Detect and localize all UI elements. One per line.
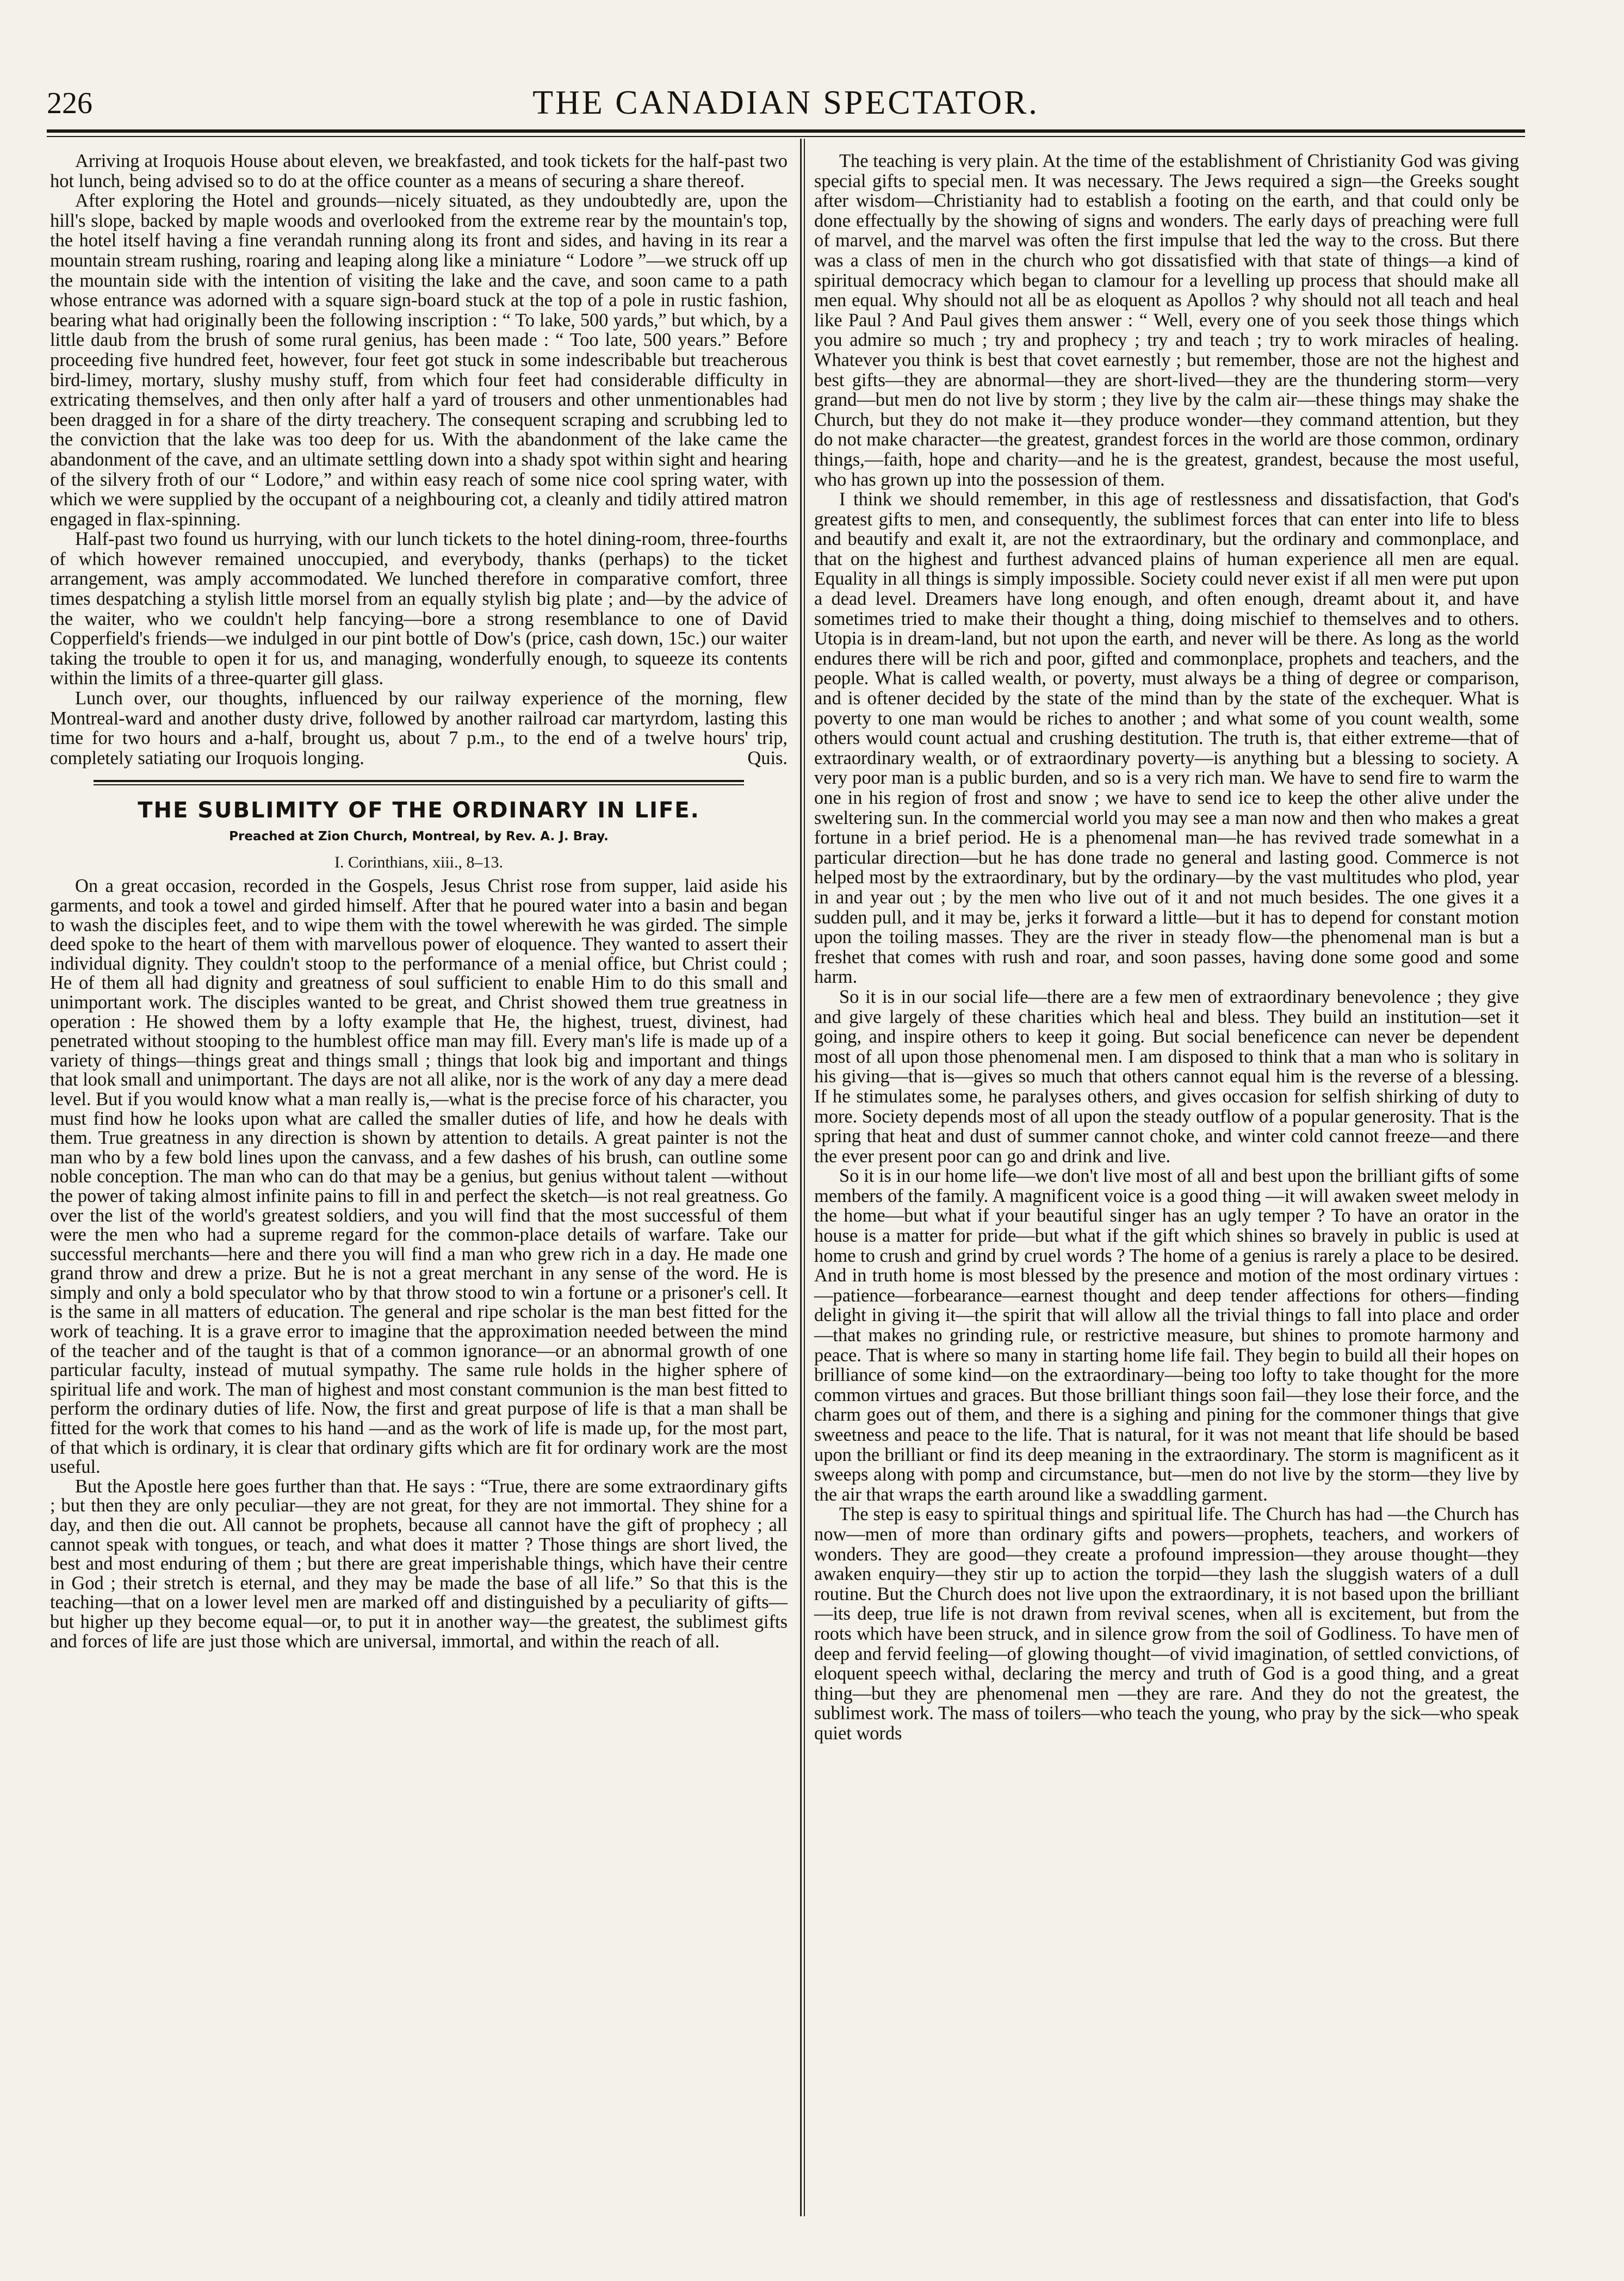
header-rule-thick [47, 129, 1525, 133]
scripture-reference: I. Corinthians, xiii., 8–13. [334, 853, 503, 872]
article-paragraph: Half-past two found us hurrying, with our lunch tickets to the hotel dining-room, three-fourths of which however remained unoccupied, and everybody, thanks (perhaps) to the ticket arrangement, was amply accommodated. We lunched therefore in comparative comfort, three times despatching a stylish little morsel from an equally stylish big plate ; and—by the advice of the waiter, who we couldn't help fancying—bore a strong resemblance to one of David Copperfield's friends—we indulged in our pint bottle of Dow's (price, cash down, 15c.) our waiter taking the trouble to open it for us, and managing, wonderfully enough, to squeeze its contents within the limits of a three-quarter gill glass. [50, 529, 788, 689]
sermon-paragraph: The teaching is very plain. At the time of the establishment of Christianity God was giving special gifts to special men. It was necessary. The Jews required a sign—the Greeks sought after wisdom—Christianity had to establish a footing on the earth, and that could only be done effectually by the showing of signs and wonders. The early days of preaching were full of marvel, and the marvel was often the first impulse that led the way to the cross. But there was a class of men in the church who got dissatisfied with that state of things—a kind of spiritual democracy which began to clamour for a levelling up process that should make all men equal. Why should not all be as eloquent as Apollos ? why should not all teach and heal like Paul ? And Paul gives them answer : “ Well, every one of you seek those things which you admire so much ; try and prophecy ; try and teach ; try to work miracles of healing. Whatever you think is best that covet earnestly ; but remember, those are not the highest and best gifts—they are abnormal—they are short-lived—they are the thundering storm—very grand—but men do not live by storm ; they live by the calm air—these things may shake the Church, but they do not make it—they produce wonder—they command attention, but they do not make character—the greatest, grandest forces in the world are those common, ordinary things,—faith, hope and charity—and he is the greatest, grandest, because the most useful, who has grown up into the possession of them. [814, 151, 1519, 490]
header-rule-thin [47, 136, 1525, 137]
masthead-title: THE CANADIAN SPECTATOR. [532, 84, 1039, 121]
sermon-paragraph: So it is in our home life—we don't live most of all and best upon the brilliant gifts of some members of the family. A magnificent voice is a good thing —it will awaken sweet melody in the home—but what if your beautiful singer has an ugly temper ? To have an orator in the house is a matter for pride—but what if the gift which shines so bravely in public is used at home to crush and grind by cruel words ? The home of a genius is rarely a place to be desired. And in truth home is most blessed by the presence and motion of the most ordinary virtues :—patience—forbearance—earnest thought and deep tender affections for others—finding delight in giving it—the spirit that will allow all the trivial things to fall into place and order—that makes no grinding rule, or restrictive measure, but shines to promote harmony and peace. That is where so many in starting home life fail. They begin to build all their hopes on brilliance of some kind—on the extraordinary—being too lofty to take thought for the more common virtues and graces. But those brilliant things soon fail—they lose their force, and the charm goes out of them, and there is a sighing and pining for the commoner things that give sweetness and peace to the life. That is natural, for it was not meant that life should be based upon the brilliant or find its deep meaning in the extraordinary. The storm is magnificent as it sweeps along with pomp and circumstance, but—men do not live by the storm—they live by the air that wraps the earth around like a swaddling garment. [814, 1166, 1519, 1505]
left-column [50, 151, 788, 1651]
article-paragraph: Lunch over, our thoughts, influenced by our railway experience of the morning, flew Montreal-ward and another dusty drive, followed by another railroad car martyrdom, lasting this time for two hours and a-half, brought us, about 7 p.m., to the end of a twelve hours' trip, completely satiating our Iroquois longing. [50, 688, 788, 768]
sermon-paragraph: On a great occasion, recorded in the Gospels, Jesus Christ rose from supper, laid aside his garments, and took a towel and girded himself. After that he poured water into a basin and began to wash the disciples feet, and to wipe them with the towel wherewith he was girded. The simple deed spoke to the heart of them with marvellous power of eloquence. They wanted to assert their individual dignity. They couldn't stoop to the performance of a menial office, but Christ could ; He of them all had dignity and greatness of soul sufficient to enable Him to do this small and unimportant work. The disciples wanted to be great, and Christ showed them true greatness in operation : He showed them by a lofty example that He, the highest, truest, divinest, had penetrated without stooping to the humblest office man may fill. Every man's life is made up of a variety of things—things great and things small ; things that look big and important and things that look small and unimportant. The days are not all alike, nor is the work of any day a mere dead level. But if you would know what a man really is,—what is the precise force of his character, you must find how he looks upon what are called the smaller duties of life, and how he deals with them. True greatness in any direction is shown by attention to details. A great painter is not the man who by a few bold lines upon the canvass, and a few dashes of his brush, can outline some noble conception. The man who can do that may be a genius, but genius without talent —without the power of taking almost infinite pains to fill in and perfect the sketch—is not real greatness. Go over the list of the world's greatest soldiers, and you will find that the most successful of them were the men who had a supreme regard for the common-place details of warfare. Take our successful merchants—here and there you will find a man who grew rich in a day. He made one grand throw and drew a prize. But he is not a great merchant in any sense of the word. He is simply and only a bold speculator who by that throw stood to win a fortune or a prisoner's cell. It is the same in all matters of education. The general and ripe scholar is the man best fitted for the work of teaching. It is a grave error to imagine that the approximation needed between the mind of the teacher and of the taught is that of a common ignorance—or an abnormal growth of one particular faculty, instead of mutual sympathy. The same rule holds in the higher sphere of spiritual life and work. The man of highest and most constant communion is the man best fitted to perform the ordinary duties of life. Now, the first and great purpose of life is that a man shall be fitted for the work that comes to his hand —and as the work of life is made up, for the most part, of that which is ordinary, it is clear that ordinary gifts which are fit for ordinary work are the most useful. [50, 876, 788, 1478]
sermon-paragraph: I think we should remember, in this age of restlessness and dissatisfaction, that God's greatest gifts to men, and consequently, the sublimest forces that can enter into life to bless and beautify and exalt it, are not the extraordinary, but the ordinary and commonplace, and that on the highest and furthest advanced plains of human experience all men are equal. Equality in all things is simply impossible. Society could never exist if all men were put upon a dead level. Dreamers have long enough, and often enough, dreamt about it, and have sometimes tried to make their thought a thing, doing mischief to themselves and to others. Utopia is in dream-land, but not upon the earth, and never will be there. As long as the world endures there will be rich and poor, gifted and commonplace, prophets and teachers, and the people. What is called wealth, or poverty, must always be a thing of degree or comparison, and is oftener decided by the state of the mind than by the state of the exchequer. What is poverty to one man would be riches to another ; and what some of you count wealth, some others would count actual and crushing destitution. The truth is, that either extreme—that of extraordinary wealth, or of extraordinary poverty—is anything but a blessing to society. A very poor man is a public burden, and so is a very rich man. We have to send fire to warm the one in his region of frost and snow ; we have to send ice to keep the other alive under the sweltering sun. In the commercial world you may see a man now and then who makes a great fortune in a brief period. He is a phenomenal man—he has revived trade somewhat in a particular direction—but he has done trade no general and lasting good. Commerce is not helped most by the extraordinary, but by the ordinary—by the vast multitudes who plod, year in and year out ; by the men who live out of it and not much besides. The one gives it a sudden pull, and it may be, jerks it forward a little—but it has to depend for constant motion upon the toiling masses. They are the river in steady flow—the phenomenal man is but a freshet that comes with rush and roar, and soon passes, having done some good and some harm. [814, 489, 1519, 988]
sermon-paragraph: So it is in our social life—there are a few men of extraordinary benevolence ; they give and give largely of these charities which heal and bless. They build an institution—set it going, and inspire others to keep it going. But social beneficence can never be dependent most of all upon those phenomenal men. I am disposed to think that a man who is solitary in his giving—that is—gives so much that others cannot equal him is the reverse of a blessing. If he stimulates some, he paralyses others, and gives occasion for selfish shirking of duty to more. Society depends most of all upon the steady outflow of a popular generosity. That is the spring that heat and dust of summer cannot choke, and winter cold cannot freeze—and there the ever present poor can go and drink and live. [814, 986, 1519, 1167]
section-rule [94, 780, 744, 782]
right-column [814, 151, 1519, 1744]
section-rule-thin [94, 784, 744, 785]
sermon-paragraph: But the Apostle here goes further than that. He says : “True, there are some extraordinary gifts ; but then they are only peculiar—they are not great, for they are not immortal. They shine for a day, and then die out. All cannot be prophets, because all cannot have the gift of prophecy ; all cannot speak with tongues, or teach, and what does it matter ? Those things are short lived, the best and most enduring of them ; but there are great imperishable things, which have their centre in God ; their stretch is eternal, and they may be made the base of all life.” So that this is the teaching—that on a lower level men are marked off and distinguished by a peculiarity of gifts—but higher up they become equal—or, to put it in another way—the greatest, the sublimest gifts and forces of life are just those which are universal, immortal, and within the reach of all. [50, 1476, 788, 1652]
article-paragraph: Arriving at Iroquois House about eleven, we breakfasted, and took tickets for the half-past two hot lunch, being advised so to do at the office counter as a means of securing a share thereof. [50, 151, 788, 191]
article-title: THE SUBLIMITY OF THE ORDINARY IN LIFE. [138, 798, 700, 823]
column-divider [800, 139, 802, 2216]
column-divider-inner [804, 139, 805, 2216]
author-signature: Quis. [747, 748, 788, 769]
sermon-paragraph: The step is easy to spiritual things and spiritual life. The Church has had —the Church has now—men of more than ordinary gifts and powers—prophets, teachers, and workers of wonders. They are good—they create a profound impression—they arouse thought—they awaken enquiry—they stir up to action the torpid—they lash the sluggish waters of a dull routine. But the Church does not live upon the extraordinary, it is not based upon the brilliant—its deep, true life is not drawn from revival scenes, when all is excitement, but from the roots which have been struck, and in silence grow from the soil of Godliness. To have men of deep and fervid feeling—of glowing thought—of vivid imagination, of settled convictions, of eloquent speech withal, declaring the mercy and truth of God is a good thing, and a great thing—but they are phenomenal men —they are rare. And they do not the greatest, the sublimest work. The mass of toilers—who teach the young, who pray by the sick—who speak quiet words [814, 1504, 1519, 1744]
page-number: 226 [47, 86, 92, 120]
article-byline: Preached at Zion Church, Montreal, by Rev. A. J. Bray. [229, 829, 609, 844]
page-header [47, 82, 1525, 127]
article-paragraph: After exploring the Hotel and grounds—nicely situated, as they undoubtedly are, upon the hill's slope, backed by maple woods and overlooked from the extreme rear by the mountain's top, the hotel itself having a fine verandah running along its front and sides, and having in its rear a mountain stream rushing, roaring and leaping along like a miniature “ Lodore ”—we struck off up the mountain side with the intention of visiting the lake and the cave, and soon came to a path whose entrance was adorned with a square sign-board stuck at the top of a pole in rustic fashion, bearing what had originally been the following inscription : “ To lake, 500 yards,” but which, by a little daub from the brush of some rural genius, has been made : “ Too late, 500 years.” Before proceeding five hundred feet, however, four feet got stuck in some indescribable but treacherous bird-limey, mortary, slushy mushy stuff, from which four feet had considerable difficulty in extricating themselves, and then only after half a yard of trousers and other unmentionables had been dragged in for a share of the dirty treachery. The consequent scraping and scrubbing led to the conviction that the lake was too deep for us. With the abandonment of the lake came the abandonment of the cave, and an ultimate settling down into a shady spot within sight and hearing of the silvery froth of our “ Lodore,” and within easy reach of some nice cool spring water, with which we were supplied by the occupant of a neighbouring cot, a cleanly and tidily attired matron engaged in flax-spinning. [50, 190, 788, 530]
